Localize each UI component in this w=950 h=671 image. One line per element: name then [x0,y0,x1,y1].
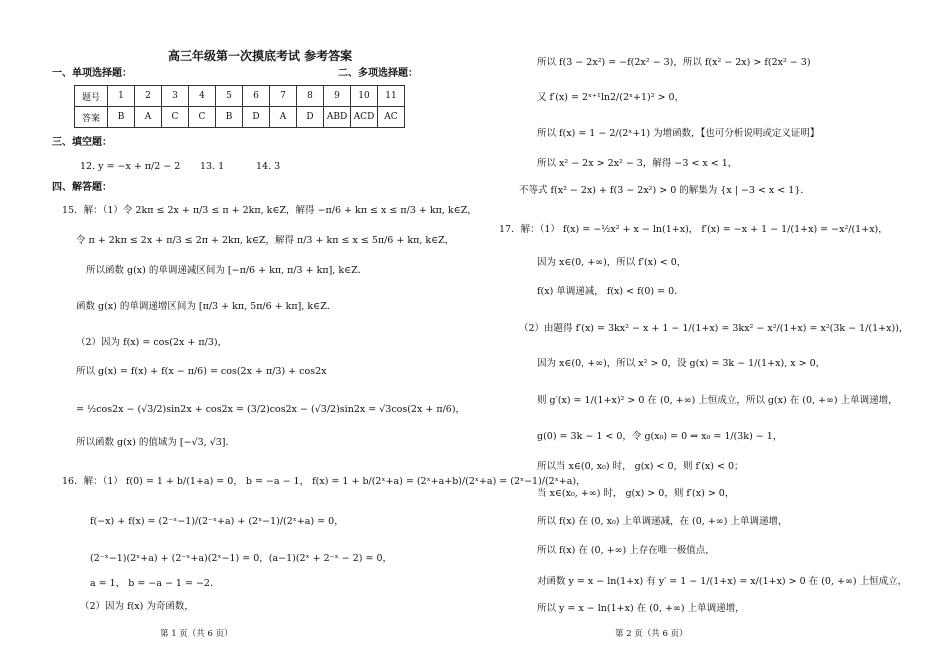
table-row [75,86,405,107]
table-cell: B [108,107,135,128]
table-cell: A [270,107,297,128]
solution-line: 令 π + 2kπ ≤ 2x + π/3 ≤ 2π + 2kπ, k∈Z，解得 π/3 + kπ ≤ x ≤ 5π/6 + kπ, k∈Z， [76,235,455,246]
table-cell: 题号 [75,86,108,107]
table-row [75,107,405,128]
solution-line: 所以 y = x − ln(1+x) 在 (0, +∞) 上单调递增， [537,603,745,614]
table-cell: 11 [378,86,405,107]
page-footer: 第 1 页（共 6 页） [160,629,233,639]
solution-line: a = 1， b = −a − 1 = −2． [90,578,220,589]
table-cell: D [297,107,324,128]
table-cell: 答案 [75,107,108,128]
solution-line: 函数 g(x) 的单调递增区间为 [π/3 + kπ, 5π/6 + kπ], k∈Z． [76,301,337,312]
table-cell: AC [378,107,405,128]
solution-line: = ½cos2x − (√3/2)sin2x + cos2x = (3/2)cos2x − (√3/2)sin2x = √3cos(2x + π/6)， [76,404,466,415]
fill-answer-12: 12. y = −x + π/2 − 2 [80,161,181,172]
section-single-choice: 一、单项选择题： [52,68,132,79]
table-cell: C [162,107,189,128]
section-solutions: 四、解答题： [52,182,112,193]
solution-line: 15．解：（1）令 2kπ ≤ 2x + π/3 ≤ π + 2kπ, k∈Z，解得 −π/6 + kπ ≤ x ≤ π/3 + kπ, k∈Z， [62,205,477,216]
section-multi-choice: 二、多项选择题： [338,68,418,79]
solution-line: 所以 f(3 − 2x²) = −f(2x² − 3)，所以 f(x² − 2x) > f(2x² − 3) [537,57,811,68]
page-footer: 第 2 页（共 6 页） [615,629,688,639]
table-cell: 1 [108,86,135,107]
table-cell: 2 [135,86,162,107]
solution-line: 所以 x² − 2x > 2x² − 3，解得 −3 < x < 1， [537,158,738,169]
document-title: 高三年级第一次摸底考试 参考答案 [168,49,353,63]
solution-line: （2）由题得 f′(x) = 3kx² − x + 1 − 1/(1+x) = 3kx² − x²/(1+x) = x²(3k − 1/(1+x))， [519,323,909,334]
solution-line: f(x) 单调递减， f(x) < f(0) = 0． [537,286,684,297]
solution-line: 则 g′(x) = 1/(1+x)² > 0 在 (0, +∞) 上恒成立，所以 g(x) 在 (0, +∞) 上单调递增， [537,395,898,406]
solution-line: 因为 x∈(0, +∞)，所以 x² > 0，设 g(x) = 3k − 1/(1+x), x > 0， [537,358,826,369]
table-cell: 5 [216,86,243,107]
solution-line: 所以函数 g(x) 的值域为 [−√3, √3]． [76,437,236,448]
solution-line: f(−x) + f(x) = (2⁻ˣ−1)/(2⁻ˣ+a) + (2ˣ−1)/(2ˣ+a) = 0， [90,516,344,527]
solution-line: 不等式 f(x² − 2x) + f(3 − 2x²) > 0 的解集为 {x | −3 < x < 1}． [519,185,810,196]
table-cell: 9 [324,86,351,107]
table-cell: 6 [243,86,270,107]
answer-table [74,85,405,128]
solution-line: g(0) = 3k − 1 < 0，令 g(x₀) = 0 ⇒ x₀ = 1/(3k) − 1， [537,431,783,442]
solution-line: 对函数 y = x − ln(1+x) 有 y′ = 1 − 1/(1+x) = x/(1+x) > 0 在 (0, +∞) 上恒成立， [537,576,908,587]
solution-line: 当 x∈(x₀, +∞) 时， g(x) > 0，则 f′(x) > 0， [537,488,735,499]
table-cell: 10 [351,86,378,107]
solution-line: 又 f′(x) = 2ˣ⁺¹ln2/(2ˣ+1)² > 0， [537,92,685,103]
table-cell: A [135,107,162,128]
table-cell: ABD [324,107,351,128]
solution-line: 所以当 x∈(0, x₀) 时， g(x) < 0，则 f′(x) < 0； [537,461,744,472]
table-cell: 4 [189,86,216,107]
page-2 [475,0,950,671]
fill-answer-13: 13. 1 [200,161,225,172]
solution-line: 所以 g(x) = f(x) + f(x − π/6) = cos(2x + π/3) + cos2x [76,366,327,377]
table-cell: 3 [162,86,189,107]
solution-line: 所以 f(x) = 1 − 2/(2ˣ+1) 为增函数，【也可分析说明或定义证明】 [537,128,820,139]
solution-line: （2）因为 f(x) 为奇函数， [80,601,194,612]
solution-line: 16．解：（1） f(0) = 1 + b/(1+a) = 0， b = −a − 1， f(x) = 1 + b/(2ˣ+a) = (2ˣ+a+b)/(2ˣ+a) = (2ˣ−1)/(2ˣ+a)， [62,476,586,487]
section-fill-blank: 三、填空题： [52,137,112,148]
solution-line: 因为 x∈(0, +∞)，所以 f′(x) < 0， [537,257,687,268]
table-cell: 7 [270,86,297,107]
solution-line: 所以 f(x) 在 (0, +∞) 上存在唯一极值点， [537,545,715,556]
table-cell: ACD [351,107,378,128]
table-cell: 8 [297,86,324,107]
table-cell: D [243,107,270,128]
solution-line: 所以函数 g(x) 的单调递减区间为 [−π/6 + kπ, π/3 + kπ], k∈Z． [86,265,368,276]
solution-line: (2⁻ˣ−1)(2ˣ+a) + (2⁻ˣ+a)(2ˣ−1) = 0，(a−1)(2ˣ + 2⁻ˣ − 2) = 0， [90,553,392,564]
solution-line: 所以 f(x) 在 (0, x₀) 上单调递减，在 (0, +∞) 上单调递增， [537,516,788,527]
table-cell: C [189,107,216,128]
table-cell: B [216,107,243,128]
solution-line: （2）因为 f(x) = cos(2x + π/3)， [76,337,228,348]
solution-line: 17．解：（1） f(x) = −½x² + x − ln(1+x)， f′(x) = −x + 1 − 1/(1+x) = −x²/(1+x)， [499,224,888,235]
fill-answer-14: 14. 3 [256,161,281,172]
